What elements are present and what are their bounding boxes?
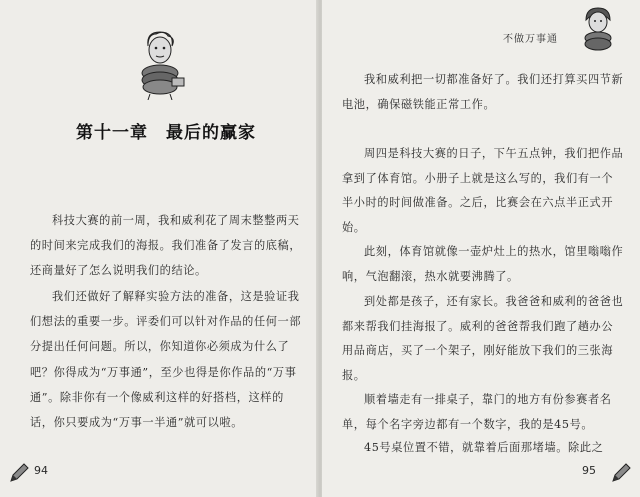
boy-with-magnet-illustration	[128, 28, 192, 100]
left-paragraph-2: 我们还做好了解释实验方法的准备，这是验证我们想法的重要一步。评委们可以针对作品的任何一部分提出任何问题。所以，你知道你必须成为什么了吧？你得成为“万事通”，至少也得是你作品的“万事通”。除非你有一个像威利这样的好搭档，这样的话，你只要成为“万事一半通”就可以啦。	[30, 290, 302, 430]
chapter-number: 第十一章	[76, 123, 148, 143]
right-paragraph-3: 此刻，体育馆就像一壶炉灶上的热水，馆里嗡嗡作响，气泡翻滚，热水就要沸腾了。	[342, 245, 624, 283]
chapter-title: 最后的赢家	[166, 123, 256, 143]
page-number-left: 94	[34, 464, 48, 477]
left-page	[0, 0, 318, 497]
pencil-icon	[8, 462, 30, 484]
right-paragraph-6: 45号桌位置不错，就靠着后面那堵墙。除此之	[364, 441, 604, 454]
right-paragraph-4: 到处都是孩子，还有家长。我爸爸和威利的爸爸也都来帮我们挂海报了。威利的爸爸帮我们跑了趟办公用品商店，买了一个架子，刚好能放下我们的三张海报。	[342, 295, 624, 382]
right-paragraph-2: 周四是科技大赛的日子，下午五点钟，我们把作品拿到了体育馆。小册子上就是这么写的，我们有一个半小时的时间做准备。之后，比赛会在六点半正式开始。	[342, 147, 624, 234]
right-paragraph-1: 我和威利把一切都准备好了。我们还打算买四节新电池，确保磁铁能正常工作。	[342, 73, 624, 111]
page-number-right: 95	[582, 464, 596, 477]
left-paragraph-1: 科技大赛的前一周，我和威利花了周末整整两天的时间来完成我们的海报。我们准备了发言的底稿，还商量好了怎么说明我们的结论。	[30, 214, 302, 278]
boy-head-icon	[578, 6, 618, 52]
running-header: 不做万事通	[503, 34, 558, 45]
pencil-icon	[610, 462, 632, 484]
chapter-heading	[76, 118, 274, 143]
right-paragraph-5: 顺着墙走有一排桌子，靠门的地方有份参赛者名单，每个名字旁边都有一个数字，我的是45号。	[342, 393, 612, 431]
right-page	[322, 0, 640, 497]
